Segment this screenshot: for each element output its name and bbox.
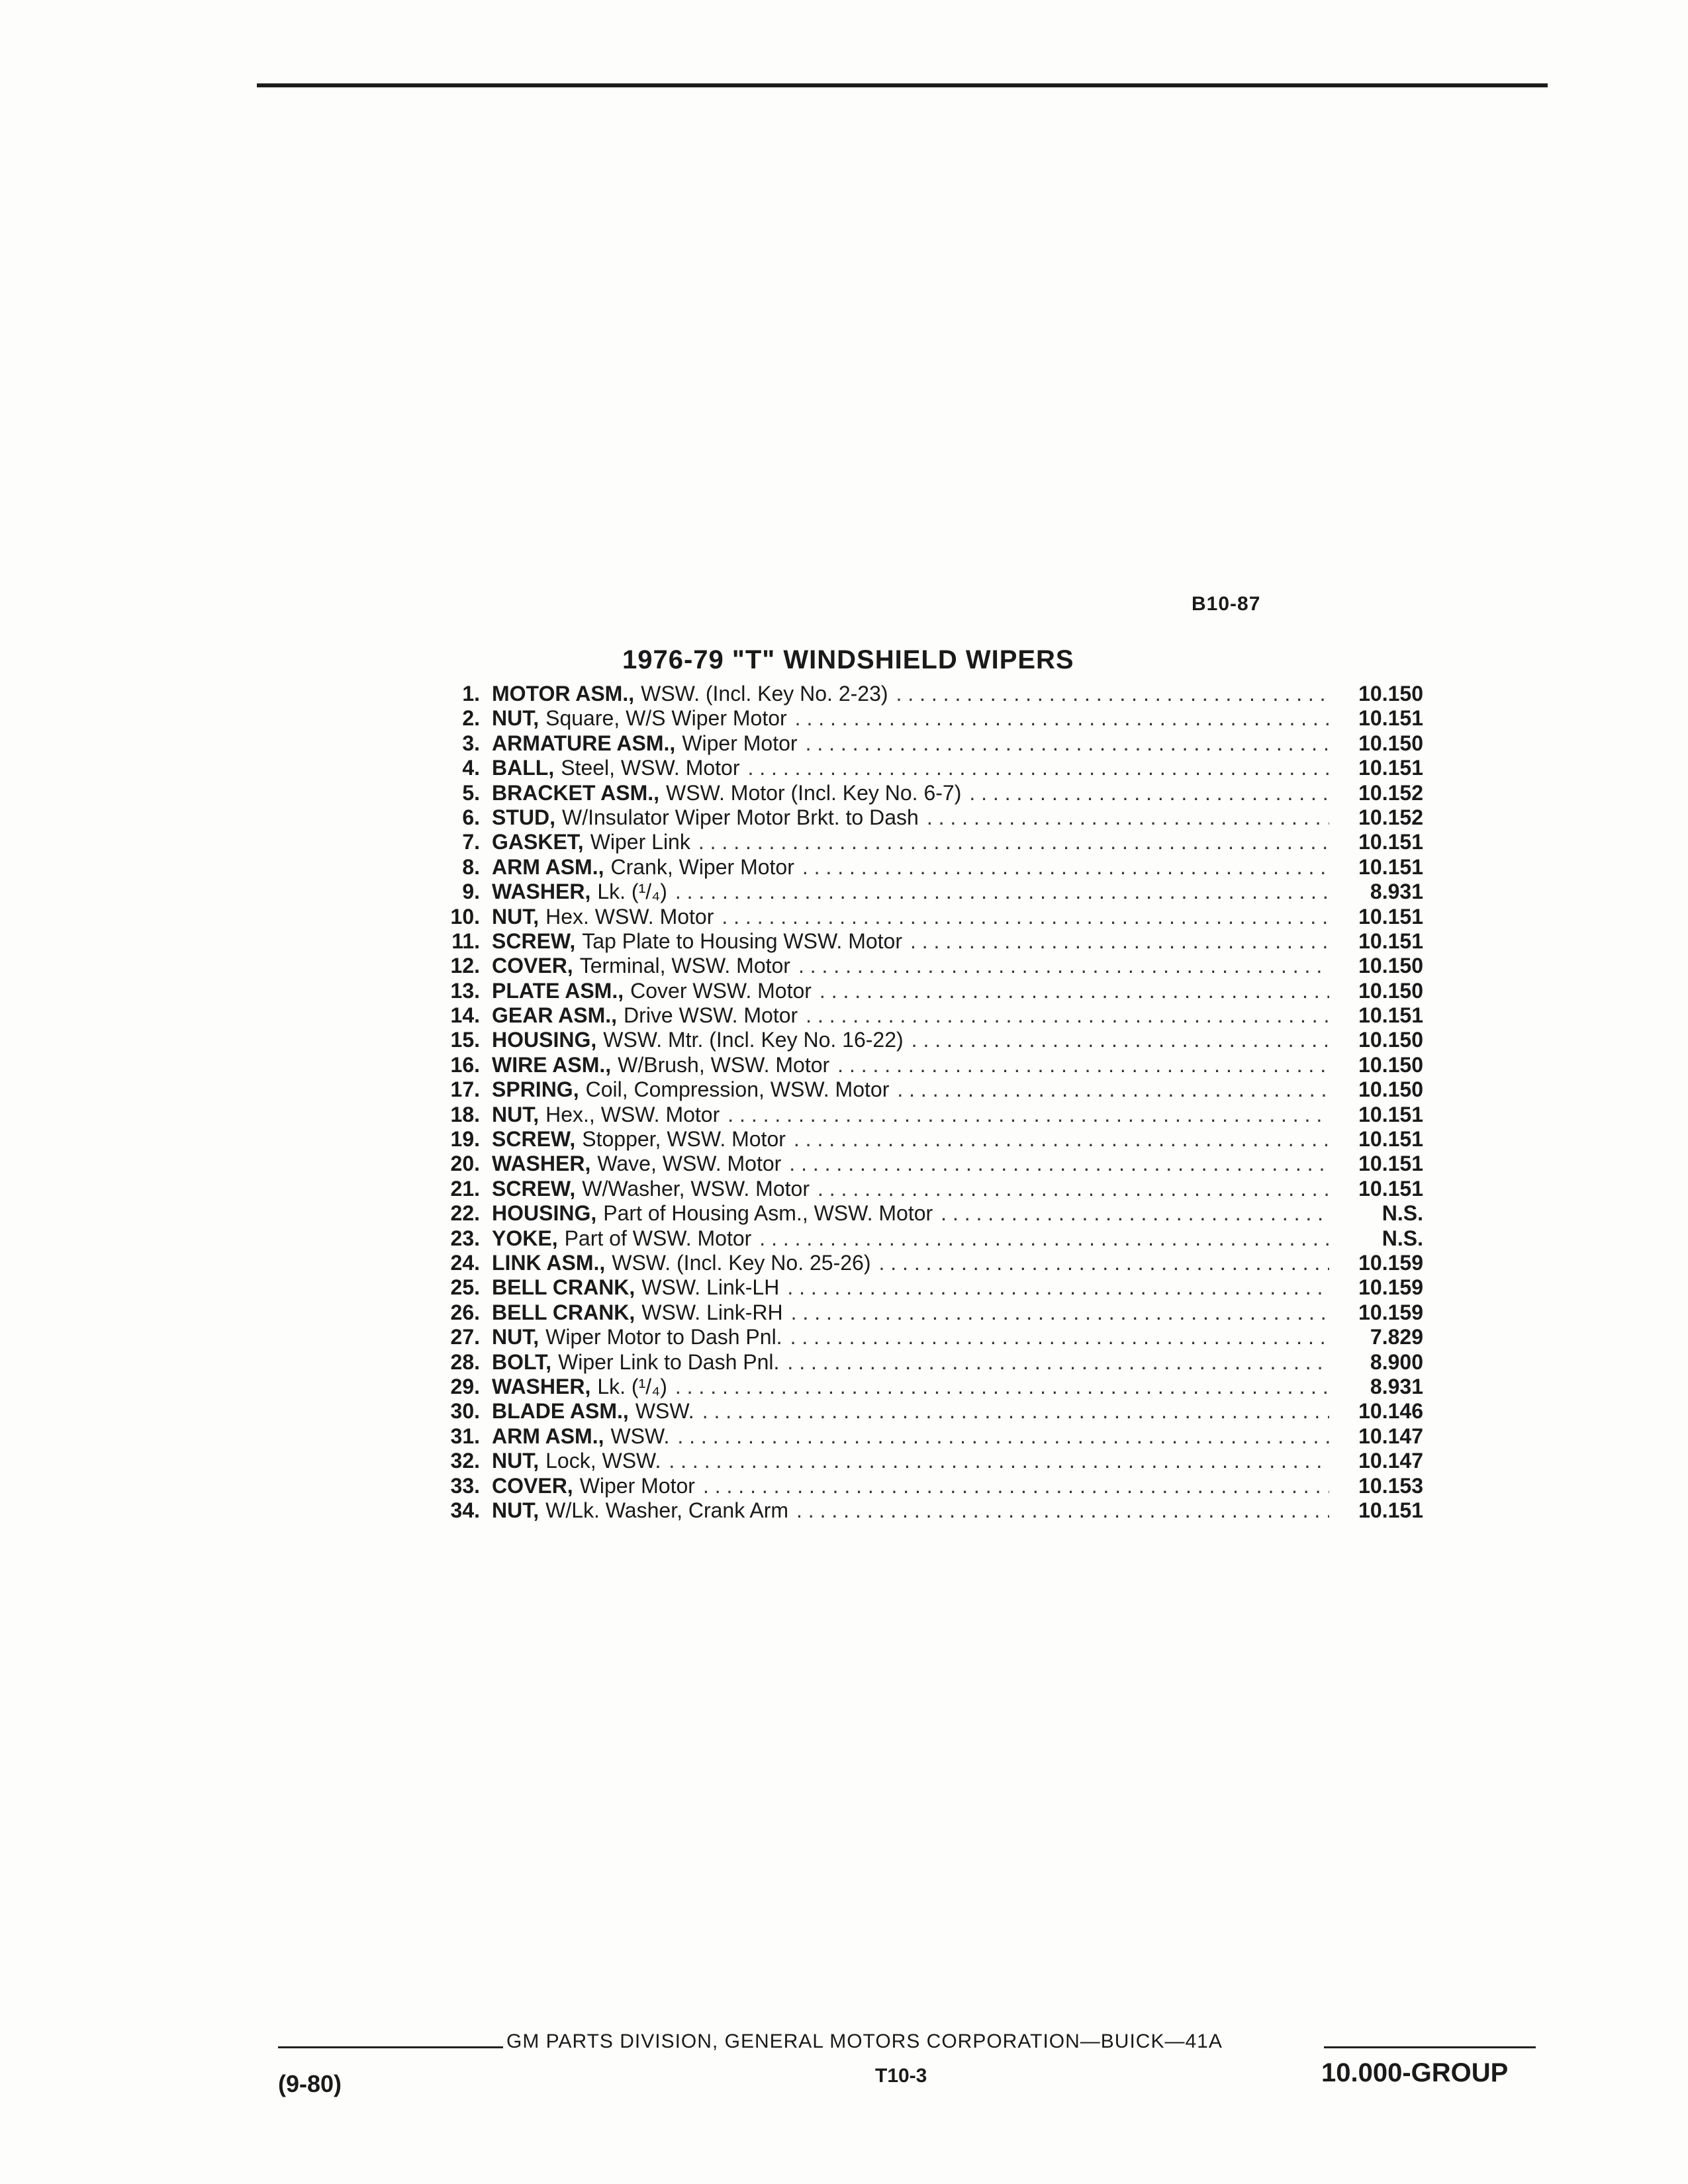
part-number: 3. xyxy=(462,731,480,755)
part-description: WSW. xyxy=(610,1424,670,1448)
part-group-number: 10.150 xyxy=(1358,1052,1423,1077)
part-description: W/Washer, WSW. Motor xyxy=(582,1176,810,1201)
dot-leader xyxy=(806,731,1329,756)
dot-leader xyxy=(787,1275,1329,1300)
part-name: NUT, xyxy=(492,904,539,929)
dot-leader xyxy=(669,1449,1329,1473)
part-row xyxy=(417,1103,1423,1127)
part-row xyxy=(417,805,1423,830)
dot-leader xyxy=(795,706,1329,731)
part-group-number: 10.151 xyxy=(1358,1176,1423,1201)
dot-leader xyxy=(789,1152,1329,1176)
part-number: 29. xyxy=(450,1374,480,1398)
dot-leader xyxy=(798,954,1329,978)
dot-leader xyxy=(677,1424,1329,1449)
part-number: 18. xyxy=(450,1102,480,1126)
part-group-number: 10.150 xyxy=(1358,1028,1423,1052)
dot-leader xyxy=(820,979,1329,1003)
part-name: SCREW, xyxy=(492,1127,576,1152)
part-description: Coil, Compression, WSW. Motor xyxy=(585,1077,890,1102)
dot-leader xyxy=(703,1474,1329,1498)
part-number: 31. xyxy=(450,1424,480,1448)
part-name: WASHER, xyxy=(492,880,591,904)
part-name: GEAR ASM., xyxy=(492,1003,618,1028)
part-row xyxy=(417,1300,1423,1325)
part-name: BALL, xyxy=(492,756,555,780)
part-group-number: 10.159 xyxy=(1358,1250,1423,1275)
part-group-number: 10.150 xyxy=(1358,954,1423,978)
dot-leader xyxy=(878,1251,1329,1275)
part-number: 19. xyxy=(450,1127,480,1152)
part-row xyxy=(417,1449,1423,1473)
part-row xyxy=(417,1399,1423,1424)
part-name: SCREW, xyxy=(492,929,576,953)
dot-leader xyxy=(941,1201,1329,1226)
dot-leader xyxy=(675,880,1329,904)
part-row xyxy=(417,855,1423,880)
part-number: 25. xyxy=(450,1275,480,1300)
part-row xyxy=(417,731,1423,756)
part-name: GASKET, xyxy=(492,830,584,854)
part-number: 27. xyxy=(450,1325,480,1349)
part-row xyxy=(417,1474,1423,1498)
part-description: Stopper, WSW. Motor xyxy=(582,1127,786,1152)
part-name: WIRE ASM., xyxy=(492,1052,612,1077)
part-description: Part of WSW. Motor xyxy=(564,1226,752,1250)
part-name: NUT, xyxy=(492,706,539,731)
part-description: WSW. Mtr. (Incl. Key No. 16-22) xyxy=(603,1028,904,1052)
part-description: W/Lk. Washer, Crank Arm xyxy=(545,1498,788,1522)
part-number: 6. xyxy=(462,805,480,829)
part-number: 7. xyxy=(462,830,480,854)
part-description: Crank, Wiper Motor xyxy=(610,854,794,879)
part-number: 9. xyxy=(462,880,480,904)
part-row xyxy=(417,781,1423,805)
part-description: Wiper Motor to Dash Pnl. xyxy=(545,1325,782,1349)
part-name: MOTOR ASM., xyxy=(492,682,635,705)
part-group-number: 8.931 xyxy=(1370,1374,1423,1398)
dot-leader xyxy=(818,1177,1329,1201)
part-row xyxy=(417,905,1423,929)
part-description: WSW. Link-LH xyxy=(641,1275,780,1300)
part-group-number: 8.900 xyxy=(1370,1349,1423,1374)
part-row xyxy=(417,1226,1423,1251)
dot-leader xyxy=(791,1300,1329,1325)
parts-list xyxy=(417,682,1423,1523)
part-name: ARMATURE ASM., xyxy=(492,731,676,755)
dot-leader xyxy=(702,1399,1329,1424)
part-description: Wiper Link to Dash Pnl. xyxy=(558,1349,780,1374)
part-group-number: 10.150 xyxy=(1358,731,1423,755)
part-row xyxy=(417,1498,1423,1523)
part-description: Part of Housing Asm., WSW. Motor xyxy=(603,1201,933,1226)
part-group-number: 10.151 xyxy=(1358,756,1423,780)
dot-leader xyxy=(837,1053,1329,1077)
dot-leader xyxy=(759,1226,1329,1251)
part-number: 34. xyxy=(450,1498,480,1522)
part-group-number: 10.151 xyxy=(1358,1152,1423,1176)
part-number: 22. xyxy=(450,1201,480,1226)
part-name: SPRING, xyxy=(492,1077,579,1102)
part-row xyxy=(417,880,1423,904)
part-number: 16. xyxy=(450,1052,480,1077)
part-group-number: 10.151 xyxy=(1358,1127,1423,1152)
part-group-number: 10.159 xyxy=(1358,1275,1423,1300)
part-description: Wiper Motor xyxy=(682,731,798,755)
part-description: Lk. (¹/₄) xyxy=(597,880,667,904)
footer-corporation: GM PARTS DIVISION, GENERAL MOTORS CORPORATION—BUICK—41A xyxy=(506,2030,1223,2052)
part-description: Drive WSW. Motor xyxy=(624,1003,798,1028)
part-group-number: 10.146 xyxy=(1358,1399,1423,1424)
part-name: ARM ASM., xyxy=(492,854,604,879)
part-group-number: 10.151 xyxy=(1358,854,1423,879)
part-row xyxy=(417,929,1423,954)
part-group-number: 10.151 xyxy=(1358,706,1423,731)
part-description: Lock, WSW. xyxy=(545,1449,661,1473)
part-number: 17. xyxy=(450,1077,480,1102)
dot-leader xyxy=(698,830,1329,854)
part-name: BLADE ASM., xyxy=(492,1399,629,1424)
part-row xyxy=(417,1077,1423,1102)
part-number: 30. xyxy=(450,1399,480,1424)
part-number: 26. xyxy=(450,1300,480,1324)
part-number: 12. xyxy=(450,954,480,978)
dot-leader xyxy=(969,781,1329,805)
part-description: Tap Plate to Housing WSW. Motor xyxy=(582,929,902,953)
dot-leader xyxy=(912,1028,1329,1052)
part-row xyxy=(417,1424,1423,1449)
part-description: Wave, WSW. Motor xyxy=(597,1152,782,1176)
dot-leader xyxy=(802,855,1329,880)
dot-leader xyxy=(790,1325,1329,1349)
part-name: NUT, xyxy=(492,1449,539,1473)
dot-leader xyxy=(897,1077,1329,1102)
part-row xyxy=(417,1177,1423,1201)
footer-rule-left xyxy=(278,2046,503,2048)
part-row xyxy=(417,1375,1423,1399)
part-row xyxy=(417,830,1423,854)
part-name: NUT, xyxy=(492,1102,539,1126)
part-row xyxy=(417,1325,1423,1349)
part-group-number: 10.151 xyxy=(1358,1498,1423,1522)
part-row xyxy=(417,1201,1423,1226)
part-name: BOLT, xyxy=(492,1349,552,1374)
part-description: Hex., WSW. Motor xyxy=(545,1102,720,1126)
part-name: STUD, xyxy=(492,805,555,829)
part-row xyxy=(417,954,1423,978)
dot-leader xyxy=(806,1003,1329,1028)
part-group-number: 10.151 xyxy=(1358,1102,1423,1126)
part-row xyxy=(417,1152,1423,1176)
part-description: W/Insulator Wiper Motor Brkt. to Dash xyxy=(562,805,919,829)
part-description: WSW. (Incl. Key No. 2-23) xyxy=(641,682,888,705)
part-name: HOUSING, xyxy=(492,1028,597,1052)
part-number: 11. xyxy=(451,929,480,953)
footer-group: 10.000-GROUP xyxy=(1321,2058,1509,2087)
part-name: PLATE ASM., xyxy=(492,978,624,1003)
part-number: 20. xyxy=(450,1152,480,1176)
part-group-number: 10.151 xyxy=(1358,904,1423,929)
part-name: LINK ASM., xyxy=(492,1250,606,1275)
part-name: NUT, xyxy=(492,1498,539,1522)
part-row xyxy=(417,682,1423,706)
part-description: Lk. (¹/₄) xyxy=(597,1374,667,1398)
part-row xyxy=(417,756,1423,780)
part-number: 24. xyxy=(450,1250,480,1275)
part-row xyxy=(417,1251,1423,1275)
part-group-number: 10.147 xyxy=(1358,1449,1423,1473)
part-number: 14. xyxy=(450,1003,480,1028)
part-description: WSW. Motor (Incl. Key No. 6-7) xyxy=(666,780,962,805)
part-group-number: 10.152 xyxy=(1358,805,1423,829)
part-number: 32. xyxy=(450,1449,480,1473)
part-group-number: 10.159 xyxy=(1358,1300,1423,1324)
part-number: 13. xyxy=(450,978,480,1003)
part-row xyxy=(417,1127,1423,1152)
part-number: 10. xyxy=(450,904,480,929)
part-group-number: 10.150 xyxy=(1358,682,1423,705)
part-description: WSW. xyxy=(635,1399,694,1424)
part-description: Hex. WSW. Motor xyxy=(545,904,714,929)
part-row xyxy=(417,1003,1423,1028)
part-group-number: 10.147 xyxy=(1358,1424,1423,1448)
part-group-number: 10.150 xyxy=(1358,1077,1423,1102)
part-group-number: 7.829 xyxy=(1370,1325,1423,1349)
part-group-number: 10.151 xyxy=(1358,1003,1423,1028)
part-group-number: 10.151 xyxy=(1358,830,1423,854)
part-description: Wiper Link xyxy=(590,830,690,854)
part-row xyxy=(417,1275,1423,1300)
dot-leader xyxy=(796,1498,1329,1523)
dot-leader xyxy=(747,756,1329,780)
part-name: COVER, xyxy=(492,954,573,978)
part-description: WSW. (Incl. Key No. 25-26) xyxy=(612,1250,871,1275)
part-group-number: 10.153 xyxy=(1358,1473,1423,1498)
part-name: WASHER, xyxy=(492,1152,591,1176)
part-number: 23. xyxy=(450,1226,480,1250)
part-number: 2. xyxy=(462,706,480,731)
footer-date: (9-80) xyxy=(278,2070,342,2097)
footer-rule-right xyxy=(1324,2046,1536,2048)
part-name: YOKE, xyxy=(492,1226,558,1250)
part-name: BELL CRANK, xyxy=(492,1275,635,1300)
part-name: COVER, xyxy=(492,1473,573,1498)
dot-leader xyxy=(910,929,1329,954)
part-number: 8. xyxy=(462,854,480,879)
dot-leader xyxy=(787,1350,1329,1375)
part-number: 21. xyxy=(450,1176,480,1201)
part-description: Square, W/S Wiper Motor xyxy=(545,706,787,731)
part-name: HOUSING, xyxy=(492,1201,597,1226)
dot-leader xyxy=(727,1103,1329,1127)
part-row xyxy=(417,1350,1423,1375)
part-row xyxy=(417,706,1423,731)
part-row xyxy=(417,1053,1423,1077)
section-title: 1976-79 "T" WINDSHIELD WIPERS xyxy=(622,645,1074,674)
part-name: BELL CRANK, xyxy=(492,1300,635,1324)
part-number: 28. xyxy=(450,1349,480,1374)
part-number: 33. xyxy=(450,1473,480,1498)
part-group-number: N.S. xyxy=(1382,1201,1423,1226)
part-group-number: 10.152 xyxy=(1358,780,1423,805)
part-description: WSW. Link-RH xyxy=(641,1300,783,1324)
part-description: Cover WSW. Motor xyxy=(630,978,812,1003)
dot-leader xyxy=(675,1375,1329,1399)
part-name: SCREW, xyxy=(492,1176,576,1201)
part-description: W/Brush, WSW. Motor xyxy=(618,1052,830,1077)
part-row xyxy=(417,1028,1423,1052)
part-number: 15. xyxy=(450,1028,480,1052)
dot-leader xyxy=(896,682,1329,706)
part-group-number: N.S. xyxy=(1382,1226,1423,1250)
part-description: Steel, WSW. Motor xyxy=(561,756,740,780)
top-rule xyxy=(257,83,1548,87)
part-group-number: 10.151 xyxy=(1358,929,1423,953)
part-description: Terminal, WSW. Motor xyxy=(579,954,790,978)
part-row xyxy=(417,979,1423,1003)
part-number: 4. xyxy=(462,756,480,780)
part-group-number: 8.931 xyxy=(1370,880,1423,904)
part-name: NUT, xyxy=(492,1325,539,1349)
part-group-number: 10.150 xyxy=(1358,978,1423,1003)
part-number: 1. xyxy=(462,682,480,705)
part-description: Wiper Motor xyxy=(579,1473,695,1498)
dot-leader xyxy=(927,805,1329,830)
figure-code: B10-87 xyxy=(1192,593,1261,615)
part-name: ARM ASM., xyxy=(492,1424,604,1448)
footer-page-number: T10-3 xyxy=(875,2065,927,2087)
part-name: BRACKET ASM., xyxy=(492,780,660,805)
part-name: WASHER, xyxy=(492,1374,591,1398)
dot-leader xyxy=(794,1127,1329,1152)
dot-leader xyxy=(722,905,1329,929)
part-number: 5. xyxy=(462,780,480,805)
